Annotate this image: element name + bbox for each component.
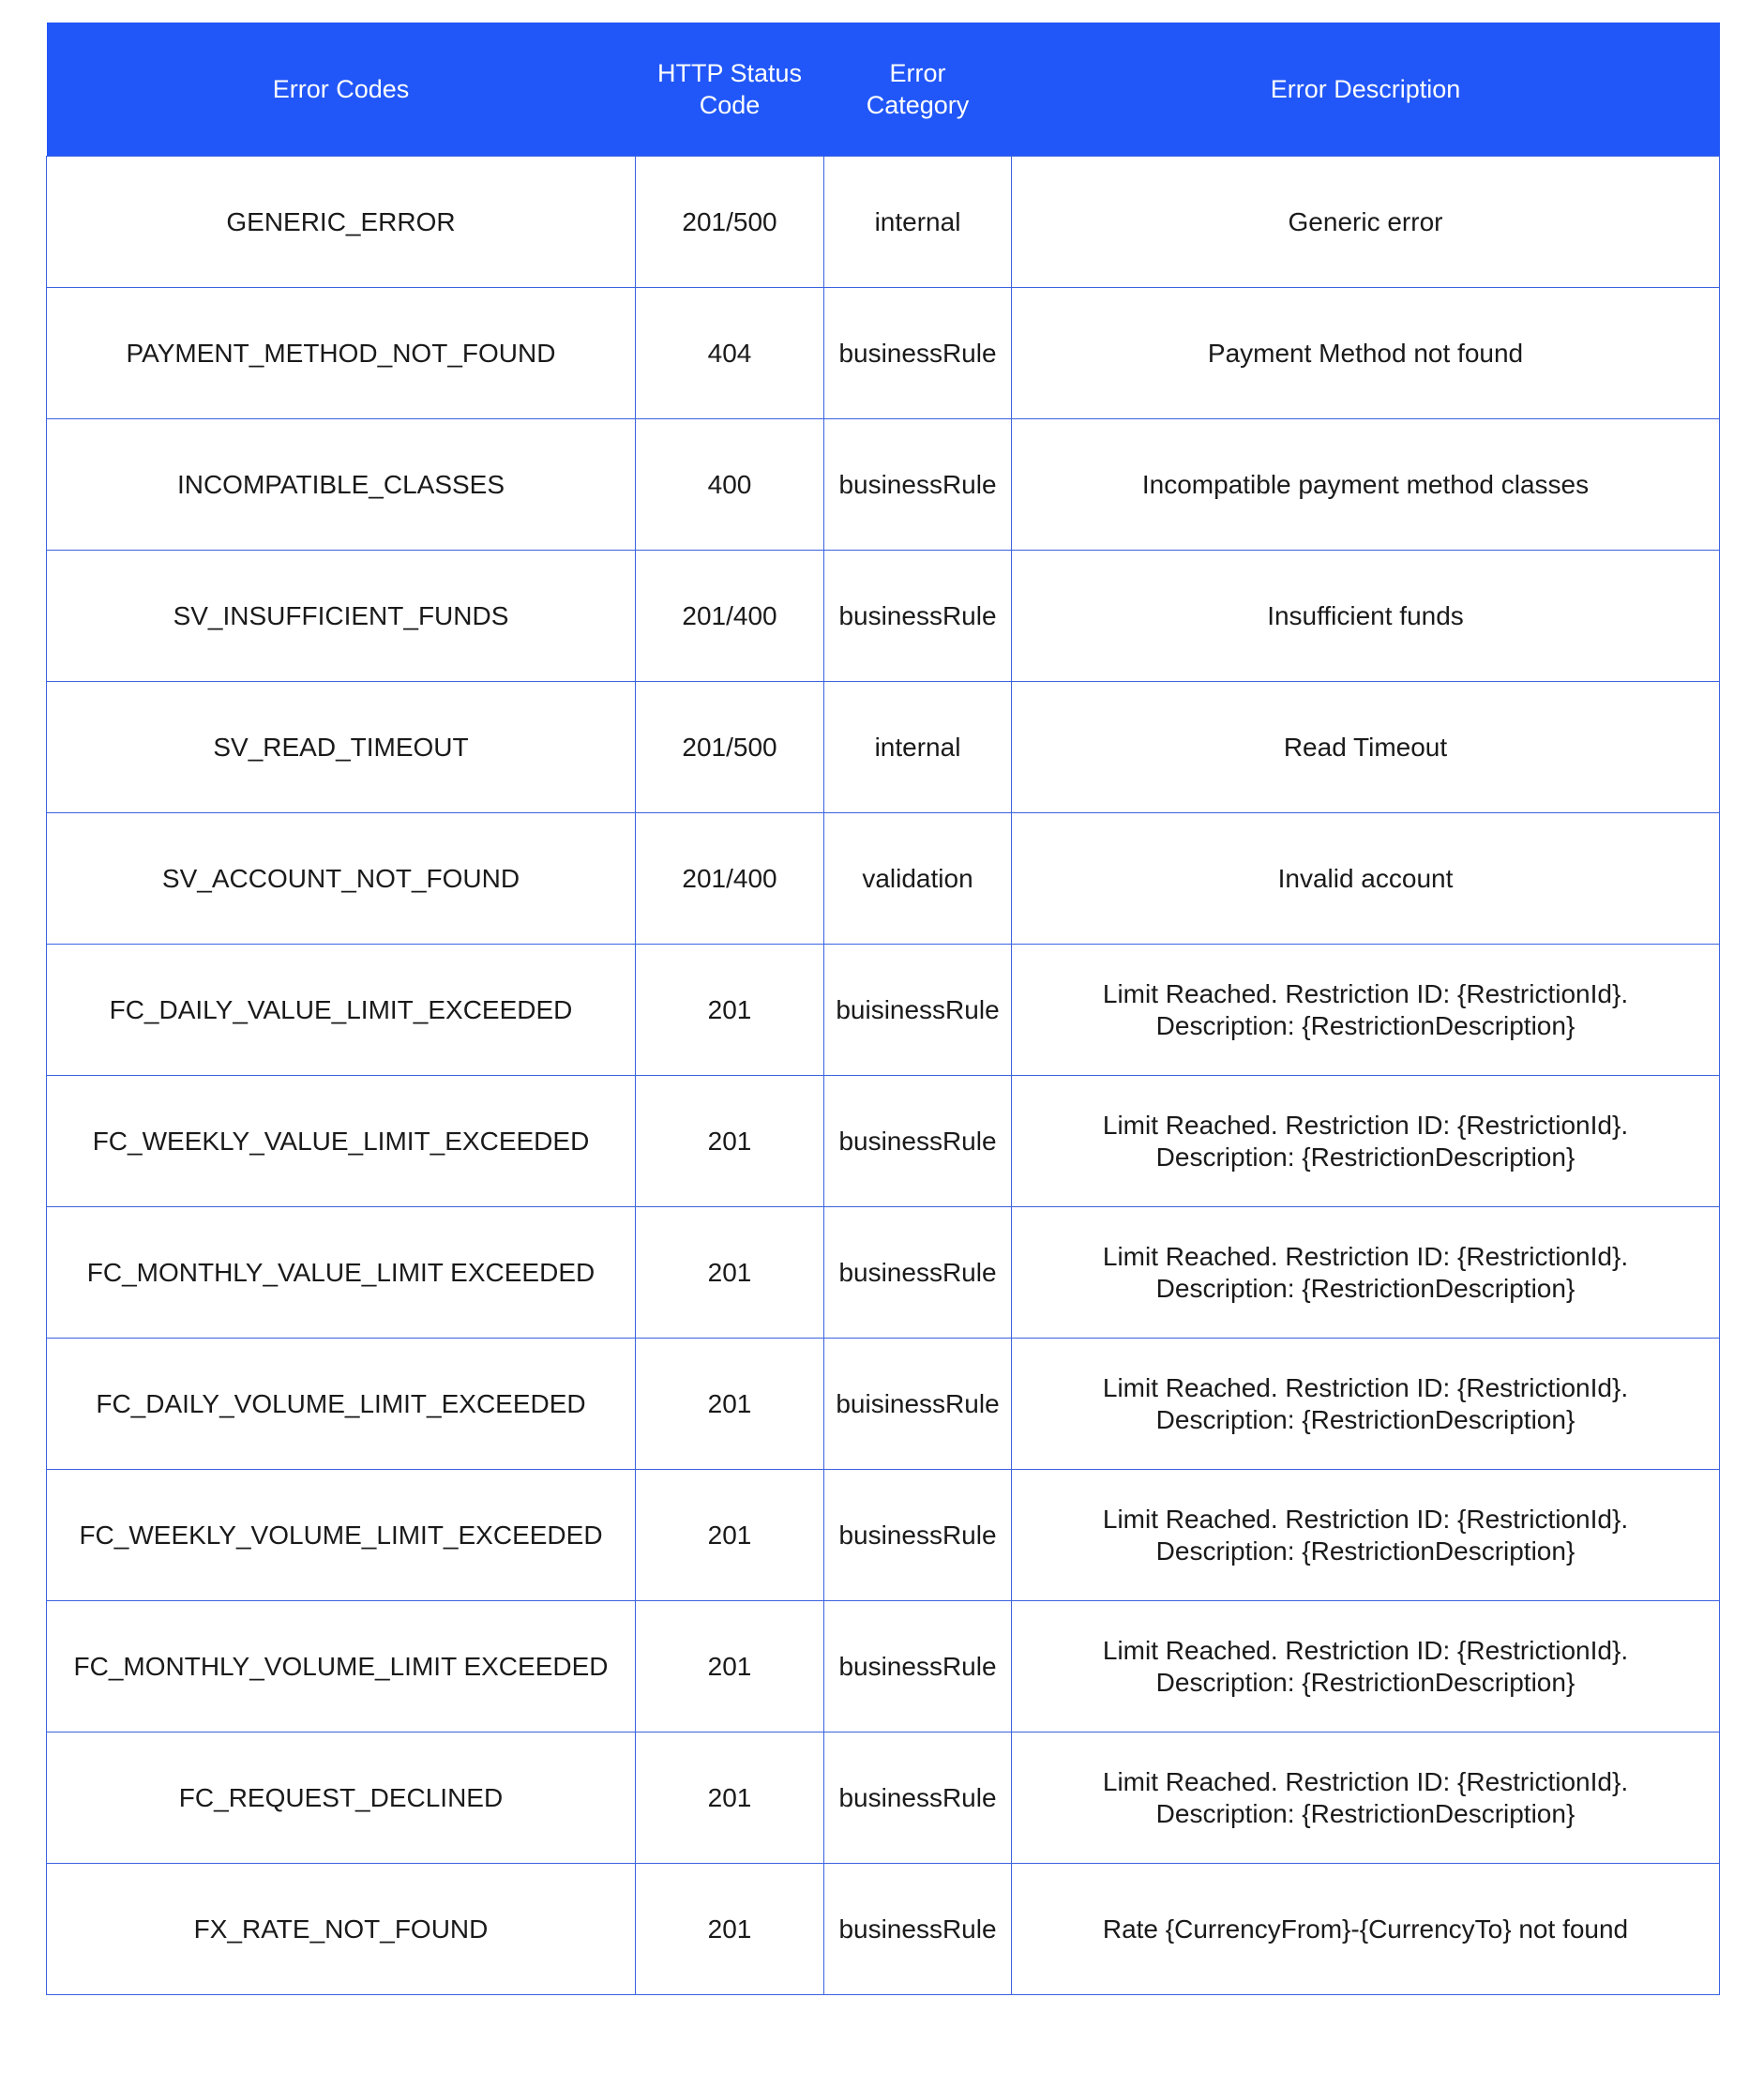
cell-http-status: 201 [636, 1076, 824, 1207]
cell-error-description: Incompatible payment method classes [1012, 419, 1720, 551]
cell-error-category: businessRule [824, 1864, 1012, 1995]
cell-error-code: FX_RATE_NOT_FOUND [47, 1864, 636, 1995]
cell-error-description: Limit Reached. Restriction ID: {RestrictionId}. Description: {RestrictionDescription} [1012, 1470, 1720, 1601]
table-row [47, 551, 1720, 682]
header-row [47, 23, 1720, 157]
table-row [47, 1076, 1720, 1207]
cell-error-description: Invalid account [1012, 813, 1720, 945]
cell-error-description: Limit Reached. Restriction ID: {RestrictionId}. Description: {RestrictionDescription} [1012, 1076, 1720, 1207]
cell-error-category: validation [824, 813, 1012, 945]
cell-error-code: FC_REQUEST_DECLINED [47, 1732, 636, 1864]
cell-http-status: 201 [636, 1207, 824, 1339]
cell-error-category: businessRule [824, 551, 1012, 682]
cell-error-category: businessRule [824, 1601, 1012, 1732]
cell-error-code: FC_MONTHLY_VOLUME_LIMIT EXCEEDED [47, 1601, 636, 1732]
table-row [47, 1864, 1720, 1995]
cell-http-status: 201/400 [636, 551, 824, 682]
cell-http-status: 201/500 [636, 682, 824, 813]
table-row [47, 157, 1720, 288]
cell-error-code: INCOMPATIBLE_CLASSES [47, 419, 636, 551]
cell-error-description: Limit Reached. Restriction ID: {RestrictionId}. Description: {RestrictionDescription} [1012, 1339, 1720, 1470]
error-codes-table-container [46, 23, 1719, 1995]
cell-error-category: businessRule [824, 1207, 1012, 1339]
cell-error-description: Limit Reached. Restriction ID: {RestrictionId}. Description: {RestrictionDescription} [1012, 1601, 1720, 1732]
cell-http-status: 400 [636, 419, 824, 551]
cell-error-code: FC_WEEKLY_VOLUME_LIMIT_EXCEEDED [47, 1470, 636, 1601]
cell-error-description: Insufficient funds [1012, 551, 1720, 682]
cell-http-status: 201 [636, 1864, 824, 1995]
cell-error-code: FC_DAILY_VALUE_LIMIT_EXCEEDED [47, 945, 636, 1076]
table-row [47, 945, 1720, 1076]
cell-error-code: SV_READ_TIMEOUT [47, 682, 636, 813]
table-row [47, 288, 1720, 419]
header-error-category: Error Category [824, 23, 1012, 157]
cell-error-description: Limit Reached. Restriction ID: {RestrictionId}. Description: {RestrictionDescription} [1012, 1732, 1720, 1864]
cell-http-status: 201/500 [636, 157, 824, 288]
table-row [47, 1207, 1720, 1339]
cell-error-category: businessRule [824, 419, 1012, 551]
table-row [47, 1732, 1720, 1864]
cell-error-code: GENERIC_ERROR [47, 157, 636, 288]
table-row [47, 419, 1720, 551]
table-row [47, 1339, 1720, 1470]
cell-http-status: 201 [636, 1601, 824, 1732]
cell-error-description: Limit Reached. Restriction ID: {RestrictionId}. Description: {RestrictionDescription} [1012, 945, 1720, 1076]
cell-http-status: 201 [636, 1732, 824, 1864]
header-http-status-code: HTTP Status Code [636, 23, 824, 157]
cell-error-category: businessRule [824, 1076, 1012, 1207]
cell-error-code: FC_WEEKLY_VALUE_LIMIT_EXCEEDED [47, 1076, 636, 1207]
cell-error-category: buisinessRule [824, 945, 1012, 1076]
cell-http-status: 201 [636, 945, 824, 1076]
cell-error-code: FC_MONTHLY_VALUE_LIMIT EXCEEDED [47, 1207, 636, 1339]
cell-http-status: 201 [636, 1470, 824, 1601]
cell-error-description: Rate {CurrencyFrom}-{CurrencyTo} not found [1012, 1864, 1720, 1995]
cell-error-description: Payment Method not found [1012, 288, 1720, 419]
cell-error-category: internal [824, 157, 1012, 288]
cell-error-category: businessRule [824, 288, 1012, 419]
header-error-codes: Error Codes [47, 23, 636, 157]
cell-error-code: FC_DAILY_VOLUME_LIMIT_EXCEEDED [47, 1339, 636, 1470]
cell-error-category: internal [824, 682, 1012, 813]
cell-http-status: 201 [636, 1339, 824, 1470]
cell-http-status: 201/400 [636, 813, 824, 945]
table-row [47, 813, 1720, 945]
table-header [47, 23, 1720, 157]
cell-error-description: Generic error [1012, 157, 1720, 288]
table-row [47, 1601, 1720, 1732]
cell-error-code: PAYMENT_METHOD_NOT_FOUND [47, 288, 636, 419]
table-body [47, 157, 1720, 1995]
cell-error-category: buisinessRule [824, 1339, 1012, 1470]
table-row [47, 682, 1720, 813]
cell-error-description: Limit Reached. Restriction ID: {RestrictionId}. Description: {RestrictionDescription} [1012, 1207, 1720, 1339]
table-row [47, 1470, 1720, 1601]
cell-error-code: SV_INSUFFICIENT_FUNDS [47, 551, 636, 682]
cell-error-category: businessRule [824, 1732, 1012, 1864]
cell-error-category: businessRule [824, 1470, 1012, 1601]
cell-http-status: 404 [636, 288, 824, 419]
header-error-description: Error Description [1012, 23, 1720, 157]
cell-error-description: Read Timeout [1012, 682, 1720, 813]
error-codes-table [46, 23, 1720, 1995]
cell-error-code: SV_ACCOUNT_NOT_FOUND [47, 813, 636, 945]
